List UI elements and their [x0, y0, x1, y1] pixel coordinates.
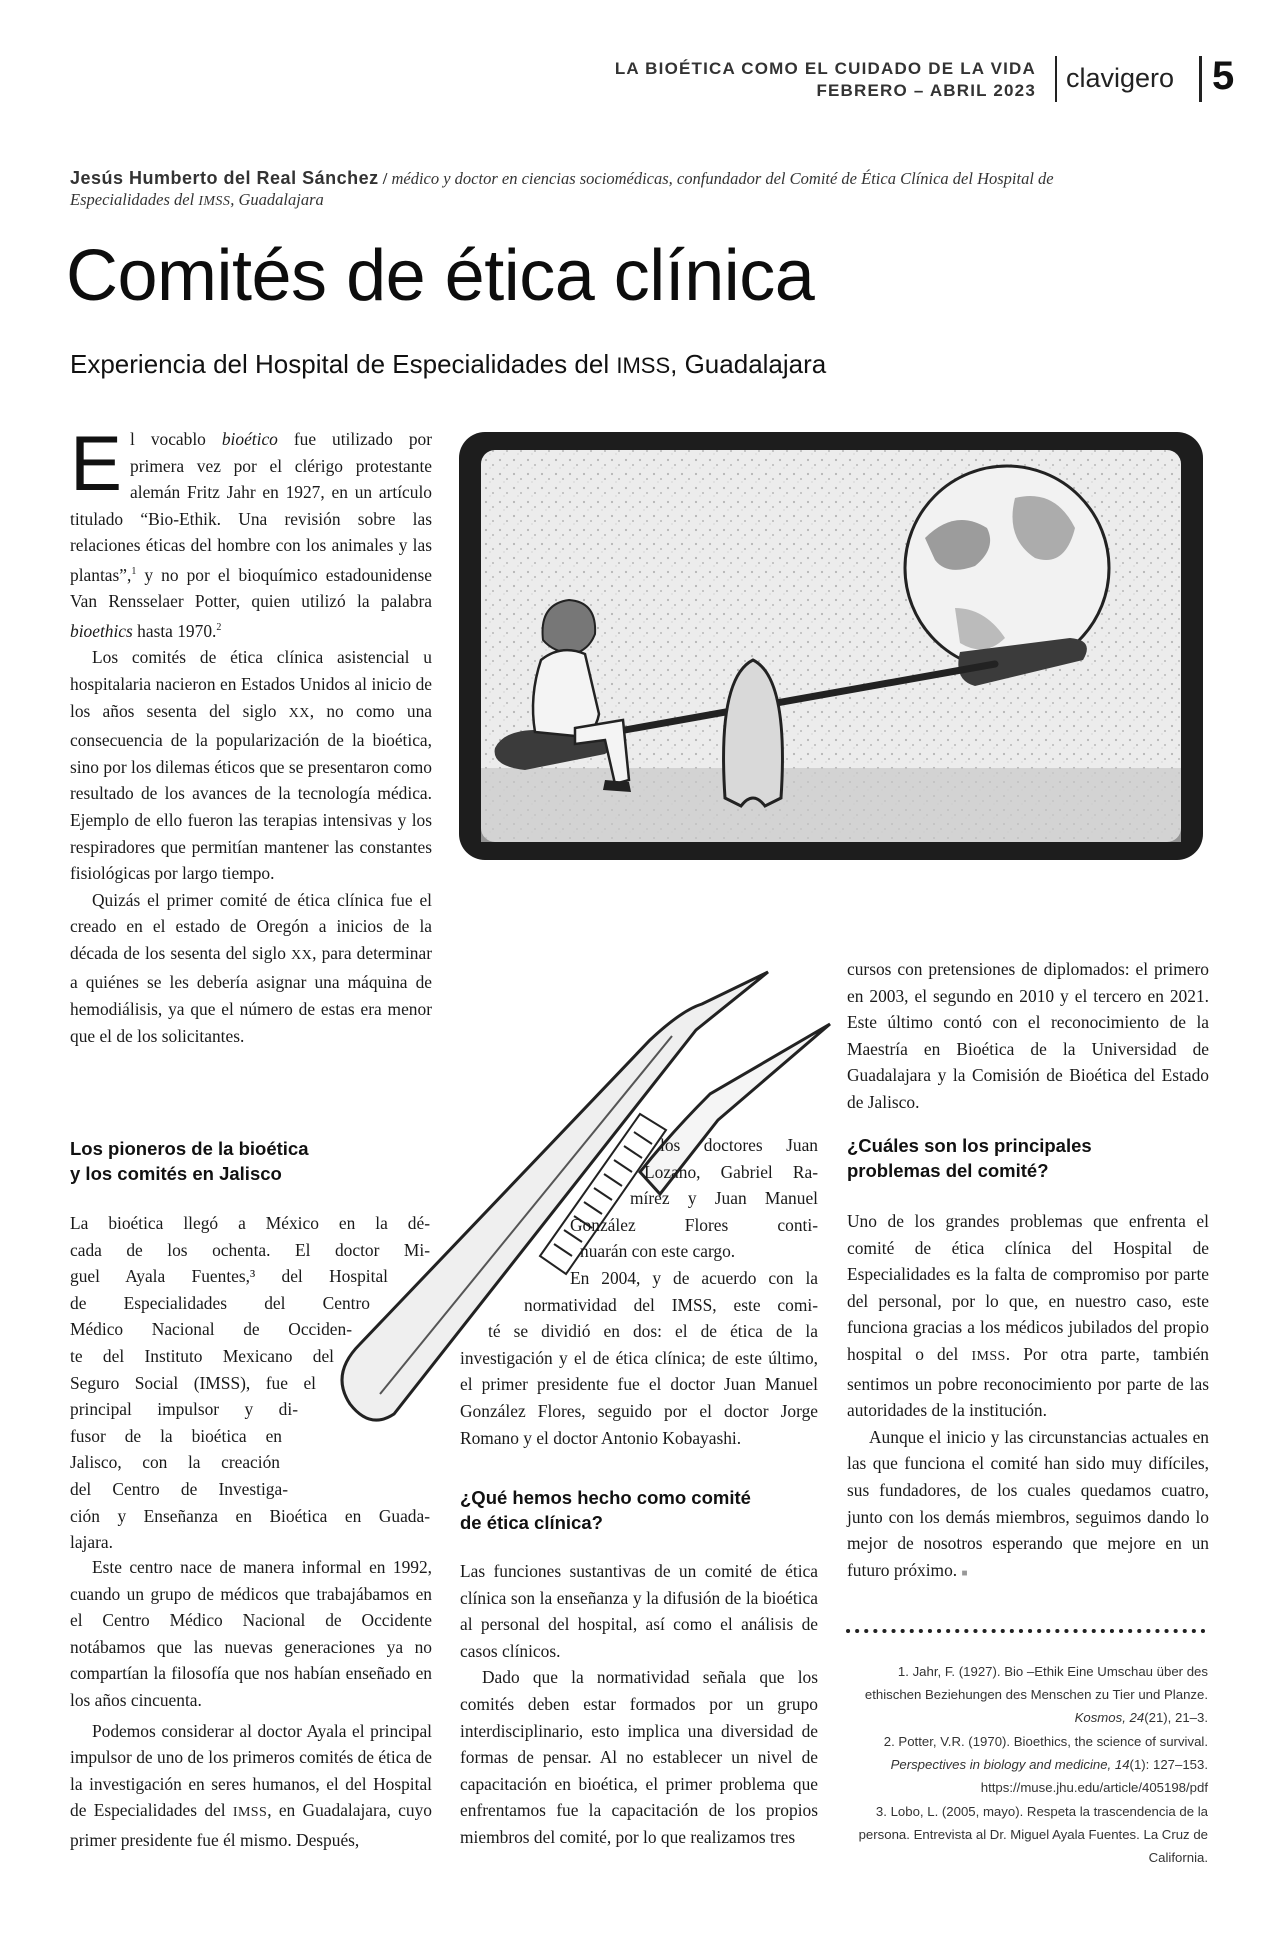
drop-cap: E — [70, 419, 123, 507]
text-run: y no por el bioquímico estadounidense Van Rensselaer Potter, quien utilizó la palabra — [70, 564, 432, 612]
footnote-separator — [845, 1628, 1211, 1634]
text-run: Quizás el primer comité de ética clínica fue el creado en el estado de Oregón a inicios de la década de los sesenta del siglo — [70, 889, 432, 963]
text-run: 2. Potter, V.R. (1970). Bioethics, the science of survival. — [883, 1734, 1208, 1749]
text-run: , no como una consecuencia de la popularización de la bioética, sino por los dilemas éticos que se presentaron como resultado de los avances de la tecnología médica. Ejemplo de ello fueron las terapias intensivas y los respiradores que permitían mantener las constantes fisiológicas por largo tiempo. — [70, 700, 432, 884]
text-run: fusor de la bioética en — [70, 1425, 282, 1446]
text-run: La bioética llegó a México en la dé- — [70, 1213, 430, 1233]
text-run: bioético — [221, 429, 278, 449]
end-mark: ■ — [961, 1567, 968, 1579]
text-run: nuarán con este cargo. — [580, 1241, 736, 1262]
text-run: Experiencia del Hospital de Especialidades del — [70, 349, 610, 379]
text-run: bioethics — [70, 620, 133, 641]
column-1 — [70, 419, 432, 1049]
section-heading — [460, 1485, 818, 1535]
running-header — [615, 58, 1036, 102]
text-run: Jalisco, con la creación — [70, 1452, 280, 1473]
text-run: hasta 1970. — [137, 620, 217, 641]
text-run: principal impulsor y di- — [70, 1399, 298, 1420]
text-run: IMSS — [198, 194, 231, 209]
article-subtitle — [70, 348, 826, 382]
author-name: Jesús Humberto del Real Sánchez — [70, 168, 379, 188]
text-run: IMSS — [232, 1805, 268, 1821]
section-heading — [70, 1136, 432, 1186]
text-run: Seguro Social (IMSS), fue el — [70, 1372, 316, 1393]
text-run: del Centro de Investiga- — [70, 1478, 288, 1499]
text-run: de ética clínica? — [460, 1512, 603, 1533]
header-divider — [1199, 56, 1202, 102]
text-run: IMSS — [616, 353, 671, 378]
page-number: 5 — [1212, 54, 1235, 98]
paragraph — [70, 1718, 432, 1854]
text-run: normatividad del IMSS, este comi- — [524, 1294, 818, 1315]
text-run: cada de los ochenta. El doctor Mi- — [70, 1239, 430, 1260]
column-1-bottom — [70, 1554, 432, 1854]
text-run: ¿Cuáles son los principales — [847, 1135, 1092, 1156]
article-title: Comités de ética clínica — [66, 236, 815, 316]
text-run: investigación y el de ética clínica; de este último, el primer presidente fue el doctor Juan Manuel González Flores, seguido por el doctor Jorge Romano y el doctor Antonio Kobayashi. — [460, 1347, 818, 1448]
text-run: Perspectives in biology and medicine, 14 — [890, 1757, 1130, 1772]
globe-figure — [905, 466, 1109, 670]
text-run: guel Ayala Fuentes,³ del Hospital — [70, 1266, 388, 1287]
text-run: XX — [288, 705, 310, 721]
byline — [70, 168, 1110, 212]
column-3-bottom — [847, 1208, 1209, 1587]
footnote-2 — [848, 1730, 1208, 1799]
text-run: XX — [291, 947, 313, 963]
byline-separator: / — [382, 169, 388, 188]
text-run: (1): 127–153. https://muse.jhu.edu/article/405198/pdf — [980, 1757, 1208, 1795]
text-run: Uno de los grandes problemas que enfrenta el comité de ética clínica del Hospital de Especialidades es la falta de compromiso por parte del personal, por lo que, en nuestro caso, este funciona gracias a los médicos jubilados del propio hospital o del — [847, 1211, 1209, 1364]
paragraph: Este centro nace de manera informal en 1992, cuando un grupo de médicos que trabajábamos en el Centro Médico Nacional de Occidente notábamos que las nuevas generaciones ya no compartían la filosofía que nos habían enseñado en los años cincuenta. — [70, 1557, 432, 1710]
text-run: Los pioneros de la bioética — [70, 1138, 309, 1159]
text-run: te del Instituto Mexicano del — [70, 1345, 334, 1366]
text-run: Médico Nacional de Occiden- — [70, 1319, 352, 1340]
text-run: 1. Jahr, F. (1927). Bio –Ethik Eine Umschau über des ethischen Beziehungen des Menschen zu Tier und Planze. — [864, 1664, 1208, 1702]
paragraph: cursos con pretensiones de diplomados: el primero en 2003, el segundo en 2010 y el tercero en 2021. Este último contó con el reconocimiento de la Maestría en Bioética de la Universidad de Guadalajara y la Comisión de Bioética del Estado de Jalisco. — [847, 959, 1209, 1112]
text-run: los doctores Juan — [660, 1135, 818, 1155]
column-3 — [847, 956, 1209, 1116]
text-run: En 2004, y de acuerdo con la — [570, 1267, 818, 1288]
text-run: Lozano, Gabriel Ra- — [644, 1161, 818, 1182]
author-description: médico y doctor en ciencias sociomédicas, confundador del Comité de Ética Clínica del Hospital de Especialidades del — [70, 169, 1054, 209]
paragraph — [70, 419, 432, 644]
text-run: mírez y Juan Manuel — [630, 1188, 818, 1209]
paragraph — [70, 644, 432, 886]
column-2-wrapped — [460, 1132, 818, 1451]
seesaw-illustration — [455, 428, 1207, 864]
text-run: ción y Enseñanza en Bioética en Guada- — [70, 1505, 430, 1526]
text-run: Podemos considerar al doctor Ayala el principal impulsor de uno de los primeros comités de ética de la investigación en seres humanos, el del Hospital de Especialidades del — [70, 1720, 432, 1821]
issue-date: FEBRERO – ABRIL 2023 — [816, 81, 1036, 100]
text-run: té se dividió en dos: el de ética de la — [488, 1321, 818, 1342]
text-run: González Flores conti- — [570, 1214, 818, 1235]
paragraph — [847, 1208, 1209, 1424]
section-heading — [847, 1133, 1209, 1183]
text-run: , Guadalajara — [670, 349, 827, 379]
column-1-wrapped — [70, 1210, 432, 1556]
text-run: , para determinar a quiénes se les debería asignar una máquina de hemodiálisis, ya que el número de estas era menor que el de los solicitantes. — [70, 942, 432, 1046]
footnotes — [848, 1660, 1208, 1870]
section-title: LA BIOÉTICA COMO EL CUIDADO DE LA VIDA — [614, 59, 1036, 78]
text-run: Los comités de ética clínica asistencial u hospitalaria nacieron en Estados Unidos al inicio de los años sesenta del siglo — [70, 647, 432, 721]
text-run: de Especialidades del Centro — [70, 1292, 370, 1313]
text-run: y los comités en Jalisco — [70, 1163, 282, 1184]
paragraph — [847, 1424, 1209, 1588]
text-run: IMSS — [971, 1348, 1006, 1364]
text-run: Aunque el inicio y las circunstancias actuales en las que funciona el comité han sido muy difíciles, sus fundadores, de los cuales quedamos cuatro, junto con los demás miembros, seguimos dando lo mejor de nosotros esperando que mejore en un futuro próximo. — [847, 1426, 1209, 1580]
text-run: fue utilizado por primera vez por el clérigo protestante alemán Fritz Jahr en 1927, en un artículo titulado “Bio-Ethik. Una revisión sobre las relaciones éticas del hombre con los animales y las plantas”, — [70, 429, 432, 585]
brand-logo: clavigero — [1066, 63, 1175, 93]
footnote-3: 3. Lobo, L. (2005, mayo). Respeta la trascendencia de la persona. Entrevista al Dr. Miguel Ayala Fuentes. La Cruz de California. — [858, 1804, 1208, 1865]
paragraph: Las funciones sustantivas de un comité de ética clínica son la enseñanza y la difusión de la bioética al personal del hospital, así como el análisis de casos clínicos. — [460, 1561, 818, 1661]
text-run: l vocablo — [130, 429, 206, 449]
paragraph — [70, 887, 432, 1050]
text-run: problemas del comité? — [847, 1160, 1049, 1181]
paragraph: Dado que la normatividad señala que los comités deben estar formados por un grupo interdisciplinario, esto implica una diversidad de formas de pensar. Al no establecer un nivel de capacitación en bioética, el primer problema que enfrentamos fue la capacitación de los propios miembros del comité, por lo que realizamos tres — [460, 1667, 818, 1847]
text-run: 1 — [131, 565, 137, 577]
column-2-bottom — [460, 1558, 818, 1851]
text-run: , Guadalajara — [230, 190, 324, 209]
text-run: (21), 21–3. — [1144, 1710, 1208, 1725]
text-run: . Por otra parte, también sentimos un pobre reconocimiento por parte de las autoridades de la institución. — [847, 1343, 1209, 1421]
text-run: 2 — [216, 621, 222, 633]
header-divider — [1055, 56, 1057, 102]
footnote-1 — [848, 1660, 1208, 1729]
text-run: Kosmos, 24 — [1074, 1710, 1145, 1725]
text-run: , en Guadalajara, cuyo primer presidente fue él mismo. Después, — [70, 1800, 432, 1850]
text-run: lajara. — [70, 1532, 113, 1553]
text-run: ¿Qué hemos hecho como comité — [460, 1487, 751, 1508]
